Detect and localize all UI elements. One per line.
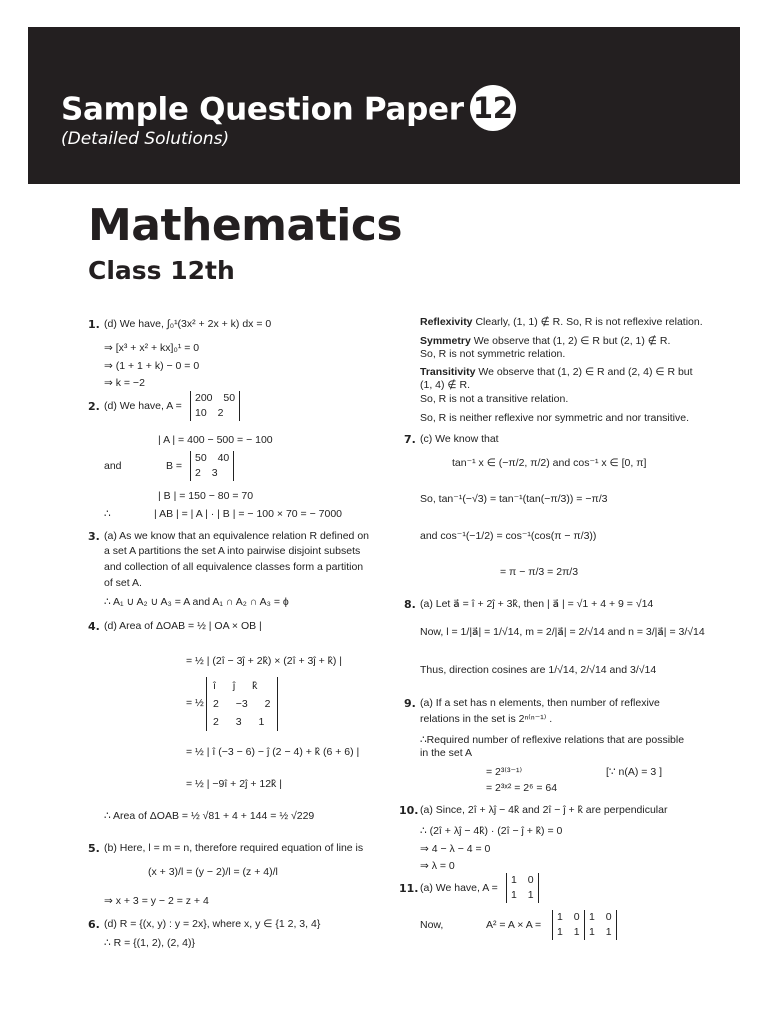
q4-determinant: î ĵ k̂ 2 −3 2 2 3 1 (206, 677, 278, 731)
q9-line: ∴Required number of reflexive relations that are possible (420, 734, 685, 746)
q10-line: ⇒ 4 − λ − 4 = 0 (420, 843, 491, 855)
q4-half: = ½ (186, 697, 204, 709)
q1-number: 1. (88, 318, 100, 331)
matrix-a: 200 50 10 2 (190, 391, 240, 421)
q9-number: 9. (404, 697, 416, 710)
matrix-m1: 1 0 1 1 (552, 910, 585, 940)
paper-subtitle: (Detailed Solutions) (61, 129, 230, 149)
q1-line: ⇒ (1 + 1 + k) − 0 = 0 (104, 360, 200, 372)
symmetry-text: Symmetry We observe that (1, 2) ∈ R but (2, 1) ∉ R. (420, 335, 671, 347)
matrix-a-q11: 1 0 1 1 (506, 873, 539, 903)
q10-number: 10. (399, 804, 419, 817)
q8-number: 8. (404, 598, 416, 611)
q3-line: a set A partitions the set A into pairwise disjoint subsets (104, 545, 361, 557)
q8-line: Now, l = 1/|a⃗| = 1/√14, m = 2/|a⃗| = 2/√14 and n = 3/|a⃗| = 3/√14 (420, 626, 705, 638)
transitivity-line: So, R is neither reflexive nor symmetric and nor transitive. (420, 412, 690, 424)
paper-number-badge: 12 (470, 85, 516, 131)
q7-line: and cos⁻¹(−1/2) = cos⁻¹(cos(π − π/3)) (420, 530, 597, 542)
transitivity-line: (1, 4) ∉ R. (420, 379, 470, 391)
q1-line: ⇒ k = −2 (104, 377, 145, 389)
q3-line: (a) As we know that an equivalence relation R defined on (104, 530, 369, 542)
q5-line: (b) Here, l = m = n, therefore required equation of line is (104, 842, 364, 854)
subject-title: Mathematics (88, 200, 403, 251)
q2-number: 2. (88, 400, 100, 413)
q6-line: ∴ R = {(1, 2), (2, 4)} (104, 937, 196, 949)
q7-line: = π − π/3 = 2π/3 (500, 566, 579, 578)
q3-line: and collection of all equivalence classes form a partition (104, 561, 364, 573)
transitivity-text: Transitivity We observe that (1, 2) ∈ R and (2, 4) ∈ R but (420, 366, 693, 378)
q9-line: = 2³⁽³⁻¹⁾ (486, 766, 523, 778)
q5-line: (x + 3)/l = (y − 2)/l = (z + 4)/l (148, 866, 278, 878)
q4-number: 4. (88, 620, 100, 633)
q11-number: 11. (399, 882, 419, 895)
q1-line: ⇒ [x³ + x² + kx]₀¹ = 0 (104, 342, 200, 354)
q10-line: ∴ (2î + λĵ − 4k̂) · (2î − ĵ + k̂) = 0 (420, 825, 563, 837)
q8-line: (a) Let a⃗ = î + 2ĵ + 3k̂, then | a⃗ | = √1 + 4 + 9 = √14 (420, 598, 654, 610)
reflexivity-text: Reflexivity Clearly, (1, 1) ∉ R. So, R is not reflexive relation. (420, 316, 703, 328)
q11-line: A² = A × A = (486, 919, 542, 931)
q4-line: (d) Area of ΔOAB = ½ | OA × OB | (104, 620, 262, 632)
q9-line: (a) If a set has n elements, then number of reflexive (420, 697, 660, 709)
q2-b-label: B = (166, 460, 183, 472)
q7-line: tan⁻¹ x ∈ (−π/2, π/2) and cos⁻¹ x ∈ [0, π] (452, 457, 647, 469)
q10-line: ⇒ λ = 0 (420, 860, 455, 872)
q11-line: (a) We have, A = (420, 882, 498, 894)
q7-line: So, tan⁻¹(−√3) = tan⁻¹(tan(−π/3)) = −π/3 (420, 493, 608, 505)
q4-line: = ½ | î (−3 − 6) − ĵ (2 − 4) + k̂ (6 + 6) | (186, 746, 360, 758)
q2-det-ab: | AB | = | A | · | B | = − 100 × 70 = − 7000 (154, 508, 342, 520)
matrix-m2: 1 0 1 1 (584, 910, 617, 940)
symmetry-line: So, R is not symmetric relation. (420, 348, 566, 360)
q4-line: = ½ | (2î − 3ĵ + 2k̂) × (2î + 3ĵ + k̂) | (186, 655, 343, 667)
q2-det-b: | B | = 150 − 80 = 70 (158, 490, 254, 502)
q3-number: 3. (88, 530, 100, 543)
q2-therefore: ∴ (104, 508, 111, 520)
q7-number: 7. (404, 433, 416, 446)
q8-line: Thus, direction cosines are 1/√14, 2/√14 and 3/√14 (420, 664, 657, 676)
q7-line: (c) We know that (420, 433, 499, 445)
q2-and: and (104, 460, 122, 472)
q3-line: ∴ A₁ ∪ A₂ ∪ A₃ = A and A₁ ∩ A₂ ∩ A₃ = ϕ (104, 596, 289, 608)
q2-intro: (d) We have, A = (104, 400, 182, 412)
class-label: Class 12th (88, 256, 235, 285)
q10-line: (a) Since, 2î + λĵ − 4k̂ and 2î − ĵ + k̂ are perpendicular (420, 804, 668, 816)
q3-line: of set A. (104, 577, 142, 589)
q11-now: Now, (420, 919, 444, 931)
q9-line: in the set A (420, 747, 472, 759)
matrix-b: 50 40 2 3 (190, 451, 234, 481)
q2-det-a: | A | = 400 − 500 = − 100 (158, 434, 273, 446)
q9-line: = 2³ˣ² = 2⁶ = 64 (486, 782, 558, 794)
q5-number: 5. (88, 842, 100, 855)
q9-line: relations in the set is 2ⁿ⁽ⁿ⁻¹⁾ . (420, 713, 553, 725)
q9-note: [∵ n(A) = 3 ] (606, 766, 662, 778)
q5-line: ⇒ x + 3 = y − 2 = z + 4 (104, 895, 209, 907)
q4-line: ∴ Area of ΔOAB = ½ √81 + 4 + 144 = ½ √229 (104, 810, 315, 822)
q4-line: = ½ | −9î + 2ĵ + 12k̂ | (186, 778, 282, 790)
q6-number: 6. (88, 918, 100, 931)
q1-line: (d) We have, ∫₀¹(3x² + 2x + k) dx = 0 (104, 318, 272, 330)
transitivity-line: So, R is not a transitive relation. (420, 393, 569, 405)
paper-title: Sample Question Paper 12 (61, 88, 516, 134)
q6-line: (d) R = {(x, y) : y = 2x}, where x, y ∈ {1 2, 3, 4} (104, 918, 321, 930)
